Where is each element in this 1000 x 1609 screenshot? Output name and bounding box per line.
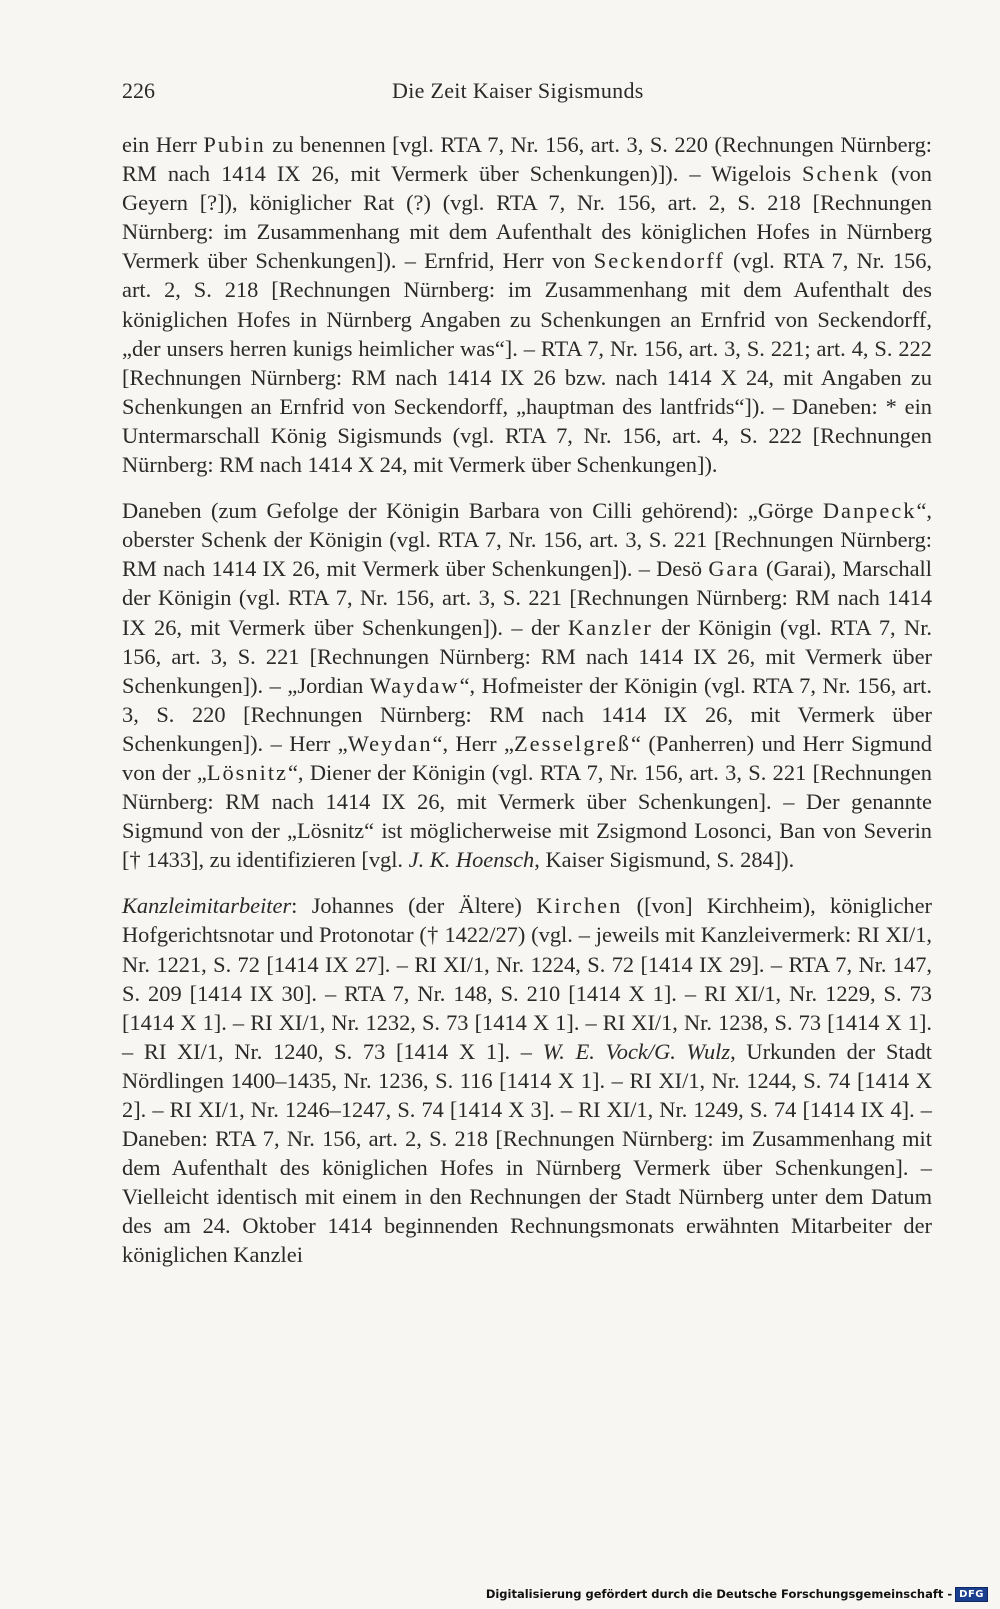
person-name: Zesselgreß (514, 730, 631, 756)
text-run: “ (Panherren) und Herr Sigmund von der „ (122, 730, 932, 785)
author-citation: J. K. Hoensch (408, 847, 535, 873)
person-name: Pubin (203, 132, 266, 157)
person-name: Lösnitz (206, 759, 288, 785)
text-run: (von Geyern [?]), königlicher Rat (?) (vgl. RTA 7, Nr. 156, art. 2, S. 218 [Rechnungen Nürnberg: im Zusammenhang mit dem Aufenthalt des königlichen Hofes in Nürnberg Vermerk über Schenkungen]). – Ernfrid, Herr von (122, 161, 932, 274)
text-run: “, Diener der Königin (vgl. RTA 7, Nr. 156, art. 3, S. 221 [Rechnungen Nürnberg: RM nach 1414 IX 26, mit Vermerk über Schenkungen]. – Der genannte Sigmund von der „Lösnitz“ ist möglicherweise mit Zsigmond Losonci, Ban von Severin [† 1433], zu identifizieren [vgl. (122, 759, 932, 873)
person-name: Danpeck (822, 498, 917, 524)
running-title: Die Zeit Kaiser Sigismunds (392, 78, 644, 103)
text-run: (vgl. RTA 7, Nr. 156, art. 2, S. 218 [Rechnungen Nürnberg: im Zusammenhang mit dem Aufenthalt des königlichen Hofes in Nürnberg Angaben zu Schenkungen an Ernfrid von Seckendorff, „der unsers herren kunigs heimlicher was“]. – RTA 7, Nr. 156, art. 3, S. 221; art. 4, S. 222 [Rechnungen Nürnberg: RM nach 1414 IX 26 bzw. nach 1414 X 24, mit Angaben zu Schenkungen an Ernfrid von Seckendorff, „hauptman des lantfrids“]). – Daneben: * ein Untermarschall König Sigismunds (vgl. RTA 7, Nr. 156, art. 4, S. 222 [Rechnungen Nürnberg: RM nach 1414 X 24, mit Vermerk über Schenkungen]). (122, 248, 932, 478)
paragraph-2 (122, 496, 932, 874)
text-run: “, Herr „ (432, 730, 514, 756)
text-run: (Garai), Marschall der Königin (vgl. RTA 7, Nr. 156, art. 3, S. 221 [Rechnungen Nürnberg: RM nach 1414 IX 26, mit Vermerk über Schenkungen]). – der (122, 556, 932, 640)
text-run: “, Hofmeister der Königin (vgl. RTA 7, Nr. 156, art. 3, S. 220 [Rechnungen Nürnberg: RM nach 1414 IX 26, mit Vermerk über Schenkungen]). – Herr „ (122, 672, 932, 756)
section-label: Kanzleimitarbeiter (122, 893, 292, 919)
person-name: Kirchen (536, 893, 623, 919)
person-name: Gara (708, 556, 760, 582)
person-name: Schenk (802, 161, 880, 187)
text-run: ein Herr (122, 132, 204, 157)
text-run: der Königin (vgl. RTA 7, Nr. 156, art. 3, S. 221 [Rechnungen Nürnberg: RM nach 1414 IX 26, mit Vermerk über Schenkungen]). – „Jordian (122, 614, 933, 698)
text-run: zu benennen [vgl. RTA 7, Nr. 156, art. 3, S. 220 (Rechnungen Nürnberg: RM nach 1414 IX 26, mit Vermerk über Schenkungen)]). – Wigelois (122, 132, 932, 187)
person-name: Seckendorff (593, 248, 725, 274)
text-run: ([von] Kirchheim), königlicher Hofgerichtsnotar und Protonotar († 1422/27) (vgl. – jeweils mit Kanzleivermerk: RI XI/1, Nr. 1221, S. 72 [1414 IX 27]. – RI XI/1, Nr. 1224, S. 72 [1414 IX 29]. – RTA 7, Nr. 147, S. 209 [1414 IX 30]. – RTA 7, Nr. 148, S. 210 [1414 X 1]. – RI XI/1, Nr. 1229, S. 73 [1414 X 1]. – RI XI/1, Nr. 1232, S. 73 [1414 X 1]. – RI XI/1, Nr. 1238, S. 73 [1414 X 1]. – RI XI/1, Nr. 1240, S. 73 [1414 X 1]. – (122, 893, 932, 1064)
text-run: : Johannes (der Ältere) (291, 893, 537, 919)
page-header (122, 70, 932, 110)
author-citation: W. E. Vock/G. Wulz (542, 1038, 731, 1064)
person-name: Waydaw (369, 672, 460, 698)
footer-credit: Digitalisierung gefördert durch die Deutsche Forschungsgemeinschaft - (485, 1587, 953, 1601)
person-name: Weydan (347, 730, 433, 756)
paragraph-3 (122, 891, 932, 1269)
paragraph-1 (122, 130, 932, 479)
text-run: “, oberster Schenk der Königin (vgl. RTA 7, Nr. 156, art. 3, S. 221 [Rechnungen Nürnberg: RM nach 1414 IX 26, mit Vermerk über Schenkungen]). – Desö (122, 498, 932, 582)
text-run: , Kaiser Sigismund, S. 284]). (534, 847, 795, 873)
dfg-logo-icon: DFG (955, 1587, 988, 1602)
text-run: , Urkunden der Stadt Nördlingen 1400–1435, Nr. 1236, S. 116 [1414 X 1]. – RI XI/1, Nr. 1244, S. 74 [1414 X 2]. – RI XI/1, Nr. 1246–1247, S. 74 [1414 X 3]. – RI XI/1, Nr. 1249, S. 74 [1414 IX 4]. – Daneben: RTA 7, Nr. 156, art. 2, S. 218 [Rechnungen Nürnberg: im Zusammenhang mit dem Aufenthalt des königlichen Hofes in Nürnberg Vermerk über Schenkungen]. – Vielleicht identisch mit einem in den Rechnungen der Stadt Nürnberg unter dem Datum des am 24. Oktober 1414 beginnenden Rechnungsmonats erwähnten Mitarbeiter der königlichen Kanzlei (122, 1038, 932, 1268)
text-run: Daneben (zum Gefolge der Königin Barbara von Cilli gehörend): „Görge (122, 498, 823, 524)
digitization-footer (486, 1585, 988, 1603)
page-number: 226 (122, 78, 155, 103)
body-text (122, 130, 932, 1287)
person-name: Kanzler (567, 614, 653, 640)
